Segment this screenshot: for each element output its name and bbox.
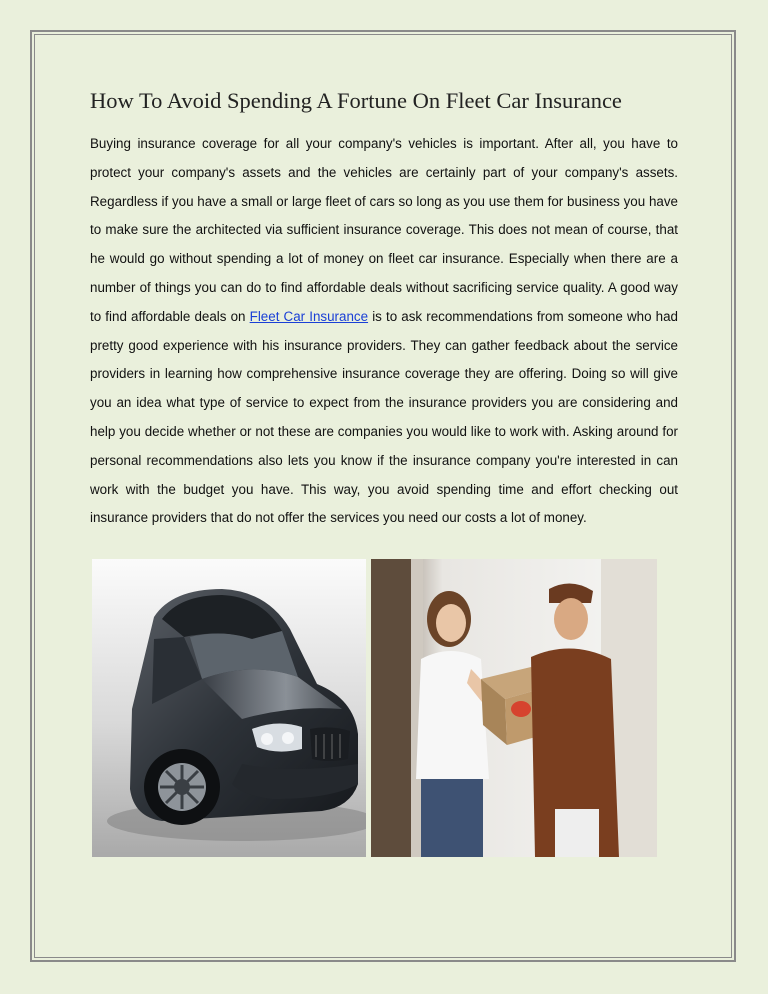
fleet-car-insurance-link[interactable]: Fleet Car Insurance bbox=[249, 308, 369, 324]
paragraph-text-after-link: is to ask recommendations from someone who had pretty good experience with his insurance providers. They can gather feedback about the service providers in learning how comprehensive insurance coverage they are offering. Doing so will give you an idea what type of service to expect from the insurance providers you are considering and help you decide whether or not these are companies you would like to work with. Asking around for personal recommendations also lets you know if the insurance company you're interested in can work with the budget you have. This way, you avoid spending time and effort checking out insurance providers that do not offer the services you need our costs a lot of money. bbox=[90, 308, 678, 526]
car-photo bbox=[92, 559, 366, 857]
document-title: How To Avoid Spending A Fortune On Fleet Car Insurance bbox=[90, 88, 622, 113]
body-paragraph bbox=[90, 130, 678, 533]
delivery-photo bbox=[371, 559, 657, 857]
paragraph-text-before-link: Buying insurance coverage for all your company's vehicles is important. After all, you have to protect your company's assets and the vehicles are certainly part of your company's assets. Regardless if you have a small or large fleet of cars so long as you use them for business you have to make sure the architected via sufficient insurance coverage. This does not mean of course, that he would go without spending a lot of money on fleet car insurance. Especially when there are a number of things you can do to find affordable deals without sacrificing service quality. A good way to find affordable deals on bbox=[90, 136, 678, 324]
